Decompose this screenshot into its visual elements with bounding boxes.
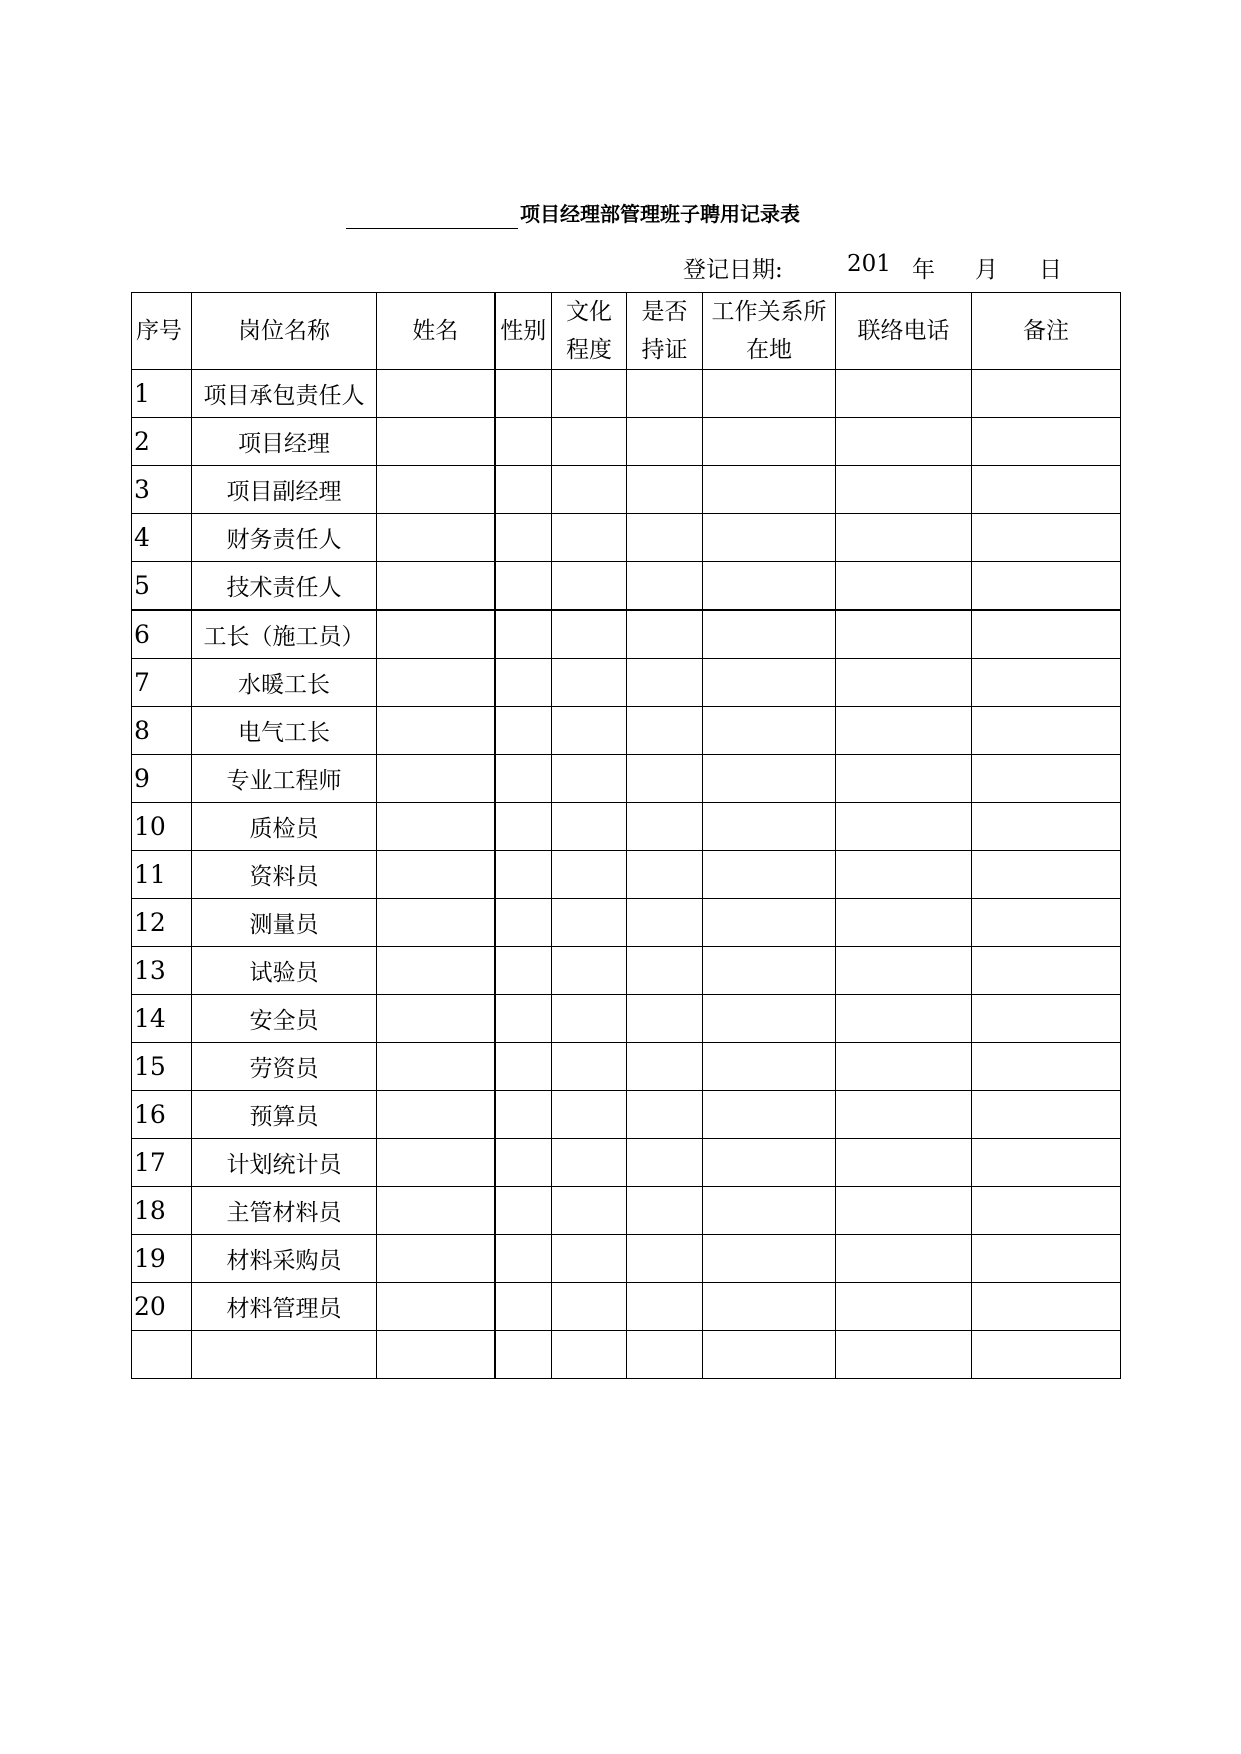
header-name-line1: 姓名 [412, 318, 459, 344]
cell-position: 计划统计员 [192, 1139, 377, 1187]
cell-employment-location[interactable] [703, 1187, 836, 1235]
cell-name[interactable] [377, 659, 495, 707]
cell-phone[interactable] [836, 707, 972, 755]
table-row [132, 947, 1121, 995]
table-row [132, 562, 1121, 611]
header-gender-line1: 性别 [500, 318, 547, 344]
cell-employment-location[interactable] [703, 514, 836, 562]
cell-gender[interactable] [495, 466, 552, 514]
cell-position: 安全员 [192, 995, 377, 1043]
cell-seq [132, 1331, 192, 1379]
cell-education[interactable] [552, 1187, 627, 1235]
cell-phone[interactable] [836, 1139, 972, 1187]
header-certified [627, 293, 703, 370]
cell-education[interactable] [552, 466, 627, 514]
cell-phone[interactable] [836, 755, 972, 803]
title-block [0, 198, 1241, 232]
cell-certified[interactable] [627, 755, 703, 803]
cell-position: 材料采购员 [192, 1235, 377, 1283]
header-employment-location [703, 293, 836, 370]
cell-certified[interactable] [627, 659, 703, 707]
date-year-prefix: 201 [847, 251, 891, 277]
cell-seq: 6 [132, 610, 192, 659]
cell-gender[interactable] [495, 899, 552, 947]
table-row [132, 1283, 1121, 1331]
cell-remarks[interactable] [972, 659, 1121, 707]
cell-education[interactable] [552, 1139, 627, 1187]
cell-remarks[interactable] [972, 803, 1121, 851]
cell-employment-location[interactable] [703, 851, 836, 899]
table-row [132, 899, 1121, 947]
cell-phone[interactable] [836, 1187, 972, 1235]
cell-gender[interactable] [495, 1331, 552, 1379]
cell-seq: 5 [132, 562, 192, 611]
cell-remarks[interactable] [972, 370, 1121, 418]
cell-seq: 8 [132, 707, 192, 755]
header-seq-line1: 序号 [136, 318, 182, 344]
cell-seq: 14 [132, 995, 192, 1043]
header-remarks [972, 293, 1121, 370]
header-education-line2: 程度 [566, 337, 612, 363]
cell-position: 主管材料员 [192, 1187, 377, 1235]
cell-gender[interactable] [495, 947, 552, 995]
header-position-line1: 岗位名称 [238, 318, 330, 344]
table-row [132, 1091, 1121, 1139]
cell-gender[interactable] [495, 1235, 552, 1283]
cell-seq: 18 [132, 1187, 192, 1235]
table-row [132, 803, 1121, 851]
cell-certified[interactable] [627, 899, 703, 947]
header-employment-location-line1: 工作关系所 [711, 299, 827, 325]
cell-employment-location[interactable] [703, 707, 836, 755]
cell-gender[interactable] [495, 1187, 552, 1235]
cell-employment-location[interactable] [703, 562, 836, 611]
date-day-unit: 日 [1039, 257, 1062, 283]
cell-education[interactable] [552, 899, 627, 947]
table-row [132, 370, 1121, 418]
cell-seq: 13 [132, 947, 192, 995]
table-row [132, 514, 1121, 562]
cell-phone[interactable] [836, 418, 972, 466]
cell-certified[interactable] [627, 1331, 703, 1379]
cell-name[interactable] [377, 1187, 495, 1235]
table-row [132, 1235, 1121, 1283]
cell-seq: 20 [132, 1283, 192, 1331]
cell-seq: 15 [132, 1043, 192, 1091]
date-year-unit: 年 [912, 257, 935, 283]
cell-name[interactable] [377, 995, 495, 1043]
cell-employment-location[interactable] [703, 1235, 836, 1283]
cell-gender[interactable] [495, 1139, 552, 1187]
cell-seq: 4 [132, 514, 192, 562]
cell-certified[interactable] [627, 1091, 703, 1139]
cell-employment-location[interactable] [703, 418, 836, 466]
cell-certified[interactable] [627, 562, 703, 611]
cell-remarks[interactable] [972, 610, 1121, 659]
cell-phone[interactable] [836, 1283, 972, 1331]
date-label: 登记日期: [683, 257, 783, 283]
cell-seq: 10 [132, 803, 192, 851]
cell-gender[interactable] [495, 995, 552, 1043]
cell-employment-location[interactable] [703, 899, 836, 947]
cell-phone[interactable] [836, 466, 972, 514]
cell-education[interactable] [552, 803, 627, 851]
cell-name[interactable] [377, 562, 495, 611]
cell-employment-location[interactable] [703, 947, 836, 995]
table-row [132, 1331, 1121, 1379]
cell-education[interactable] [552, 947, 627, 995]
cell-position: 预算员 [192, 1091, 377, 1139]
cell-employment-location[interactable] [703, 755, 836, 803]
table-row [132, 610, 1121, 659]
table-row [132, 1043, 1121, 1091]
table-row [132, 659, 1121, 707]
cell-employment-location[interactable] [703, 1331, 836, 1379]
table-row [132, 995, 1121, 1043]
cell-certified[interactable] [627, 995, 703, 1043]
cell-certified[interactable] [627, 1187, 703, 1235]
cell-phone[interactable] [836, 1235, 972, 1283]
cell-gender[interactable] [495, 803, 552, 851]
header-phone-line1: 联络电话 [857, 318, 950, 344]
cell-name[interactable] [377, 370, 495, 418]
cell-name[interactable] [377, 803, 495, 851]
cell-education[interactable] [552, 1091, 627, 1139]
cell-remarks[interactable] [972, 514, 1121, 562]
cell-position: 质检员 [192, 803, 377, 851]
cell-position: 项目承包责任人 [192, 370, 377, 418]
cell-seq: 2 [132, 418, 192, 466]
cell-position: 项目经理 [192, 418, 377, 466]
cell-seq: 9 [132, 755, 192, 803]
cell-phone[interactable] [836, 851, 972, 899]
cell-seq: 1 [132, 370, 192, 418]
cell-certified[interactable] [627, 1043, 703, 1091]
cell-name[interactable] [377, 899, 495, 947]
cell-name[interactable] [377, 1235, 495, 1283]
cell-gender[interactable] [495, 659, 552, 707]
cell-education[interactable] [552, 370, 627, 418]
cell-gender[interactable] [495, 1283, 552, 1331]
cell-remarks[interactable] [972, 899, 1121, 947]
cell-phone[interactable] [836, 803, 972, 851]
title-blank-underline [346, 228, 518, 229]
cell-position: 电气工长 [192, 707, 377, 755]
cell-employment-location[interactable] [703, 659, 836, 707]
cell-seq: 12 [132, 899, 192, 947]
cell-position: 资料员 [192, 851, 377, 899]
cell-name[interactable] [377, 947, 495, 995]
cell-remarks[interactable] [972, 1187, 1121, 1235]
cell-employment-location[interactable] [703, 466, 836, 514]
header-certified-line1: 是否 [641, 299, 688, 325]
cell-remarks[interactable] [972, 755, 1121, 803]
cell-seq: 11 [132, 851, 192, 899]
cell-remarks[interactable] [972, 1283, 1121, 1331]
cell-name[interactable] [377, 1091, 495, 1139]
cell-gender[interactable] [495, 851, 552, 899]
cell-gender[interactable] [495, 514, 552, 562]
table-row [132, 851, 1121, 899]
cell-position: 项目副经理 [192, 466, 377, 514]
cell-education[interactable] [552, 418, 627, 466]
table-row [132, 755, 1121, 803]
cell-certified[interactable] [627, 466, 703, 514]
cell-certified[interactable] [627, 803, 703, 851]
cell-name[interactable] [377, 1331, 495, 1379]
table-row [132, 466, 1121, 514]
cell-remarks[interactable] [972, 851, 1121, 899]
table-row [132, 707, 1121, 755]
cell-certified[interactable] [627, 370, 703, 418]
cell-gender[interactable] [495, 562, 552, 611]
cell-position [192, 1331, 377, 1379]
cell-education[interactable] [552, 1331, 627, 1379]
cell-phone[interactable] [836, 1091, 972, 1139]
cell-gender[interactable] [495, 755, 552, 803]
cell-employment-location[interactable] [703, 370, 836, 418]
header-gender [495, 293, 552, 370]
cell-certified[interactable] [627, 851, 703, 899]
cell-employment-location[interactable] [703, 1283, 836, 1331]
cell-gender[interactable] [495, 610, 552, 659]
cell-position: 技术责任人 [192, 562, 377, 611]
cell-name[interactable] [377, 610, 495, 659]
cell-phone[interactable] [836, 610, 972, 659]
header-employment-location-line2: 在地 [746, 337, 792, 363]
table-row [132, 1187, 1121, 1235]
cell-education[interactable] [552, 707, 627, 755]
header-position [192, 293, 377, 370]
cell-phone[interactable] [836, 899, 972, 947]
cell-name[interactable] [377, 707, 495, 755]
header-phone [836, 293, 972, 370]
cell-position: 财务责任人 [192, 514, 377, 562]
cell-name[interactable] [377, 1043, 495, 1091]
cell-employment-location[interactable] [703, 995, 836, 1043]
cell-remarks[interactable] [972, 418, 1121, 466]
cell-gender[interactable] [495, 1043, 552, 1091]
table-header-row [132, 293, 1121, 370]
page-title: 项目经理部管理班子聘用记录表 [520, 202, 800, 226]
cell-gender[interactable] [495, 1091, 552, 1139]
cell-name[interactable] [377, 755, 495, 803]
header-remarks-line1: 备注 [1023, 318, 1069, 344]
cell-certified[interactable] [627, 610, 703, 659]
cell-position: 试验员 [192, 947, 377, 995]
cell-remarks[interactable] [972, 995, 1121, 1043]
cell-gender[interactable] [495, 418, 552, 466]
cell-remarks[interactable] [972, 466, 1121, 514]
cell-education[interactable] [552, 1283, 627, 1331]
cell-name[interactable] [377, 466, 495, 514]
cell-education[interactable] [552, 755, 627, 803]
date-month-unit: 月 [975, 257, 998, 283]
cell-employment-location[interactable] [703, 1091, 836, 1139]
cell-employment-location[interactable] [703, 1139, 836, 1187]
cell-seq: 16 [132, 1091, 192, 1139]
cell-remarks[interactable] [972, 562, 1121, 611]
cell-education[interactable] [552, 659, 627, 707]
cell-phone[interactable] [836, 514, 972, 562]
cell-remarks[interactable] [972, 1235, 1121, 1283]
cell-seq: 17 [132, 1139, 192, 1187]
cell-certified[interactable] [627, 947, 703, 995]
cell-employment-location[interactable] [703, 610, 836, 659]
cell-remarks[interactable] [972, 707, 1121, 755]
cell-education[interactable] [552, 514, 627, 562]
cell-education[interactable] [552, 562, 627, 611]
cell-position: 专业工程师 [192, 755, 377, 803]
header-name [377, 293, 495, 370]
cell-phone[interactable] [836, 995, 972, 1043]
cell-phone[interactable] [836, 947, 972, 995]
table-body [132, 370, 1121, 1379]
cell-certified[interactable] [627, 418, 703, 466]
header-seq [132, 293, 192, 370]
cell-certified[interactable] [627, 1283, 703, 1331]
cell-remarks[interactable] [972, 1043, 1121, 1091]
cell-phone[interactable] [836, 370, 972, 418]
cell-gender[interactable] [495, 707, 552, 755]
cell-position: 材料管理员 [192, 1283, 377, 1331]
cell-certified[interactable] [627, 514, 703, 562]
header-education-line1: 文化 [566, 299, 612, 325]
cell-seq: 19 [132, 1235, 192, 1283]
appointment-record-table [131, 292, 1121, 1379]
cell-employment-location[interactable] [703, 1043, 836, 1091]
cell-remarks[interactable] [972, 1139, 1121, 1187]
cell-name[interactable] [377, 851, 495, 899]
cell-remarks[interactable] [972, 1331, 1121, 1379]
cell-education[interactable] [552, 1235, 627, 1283]
table-row [132, 1139, 1121, 1187]
cell-name[interactable] [377, 1139, 495, 1187]
cell-education[interactable] [552, 851, 627, 899]
cell-remarks[interactable] [972, 947, 1121, 995]
cell-seq: 7 [132, 659, 192, 707]
cell-name[interactable] [377, 514, 495, 562]
cell-phone[interactable] [836, 1043, 972, 1091]
cell-position: 测量员 [192, 899, 377, 947]
cell-phone[interactable] [836, 1331, 972, 1379]
cell-name[interactable] [377, 1283, 495, 1331]
cell-education[interactable] [552, 995, 627, 1043]
cell-gender[interactable] [495, 370, 552, 418]
cell-position: 工长（施工员） [192, 610, 377, 659]
cell-position: 劳资员 [192, 1043, 377, 1091]
cell-phone[interactable] [836, 659, 972, 707]
cell-education[interactable] [552, 1043, 627, 1091]
cell-name[interactable] [377, 418, 495, 466]
cell-employment-location[interactable] [703, 803, 836, 851]
cell-position: 水暖工长 [192, 659, 377, 707]
cell-education[interactable] [552, 610, 627, 659]
cell-remarks[interactable] [972, 1091, 1121, 1139]
table-row [132, 418, 1121, 466]
cell-seq: 3 [132, 466, 192, 514]
cell-certified[interactable] [627, 707, 703, 755]
cell-certified[interactable] [627, 1139, 703, 1187]
header-education [552, 293, 627, 370]
header-certified-line2: 持证 [641, 337, 688, 363]
cell-phone[interactable] [836, 562, 972, 611]
cell-certified[interactable] [627, 1235, 703, 1283]
